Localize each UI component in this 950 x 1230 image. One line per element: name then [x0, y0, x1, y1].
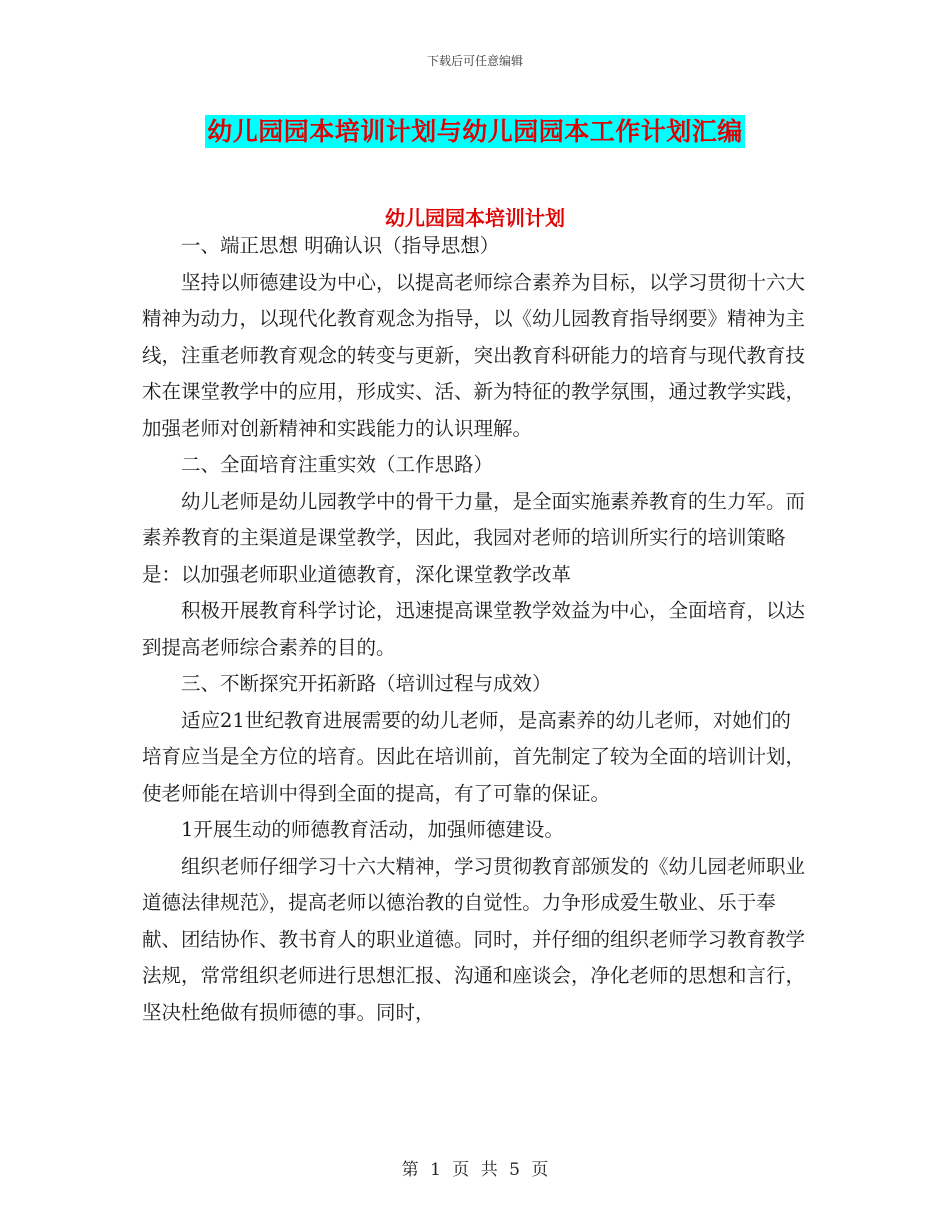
- page-footer: 第 1 页 共 5 页: [401, 1160, 549, 1180]
- main-title-text: 幼儿园园本培训计划与幼儿园园本工作计划汇编: [207, 117, 743, 146]
- section-title: 幼儿园园本培训计划: [385, 206, 565, 230]
- paragraph: 积极开展教育科学讨论，迅速提高课堂教学效益为中心，全面培育，以达到提高老师综合素养的目的。: [142, 599, 806, 659]
- heading-1: 一、端正思想 明确认识（指导思想）: [181, 234, 500, 257]
- paragraph: 组织老师仔细学习十六大精神，学习贯彻教育部颁发的《幼儿园老师职业道德法律规范》，提高老师以德治教的自觉性。力争形成爱生敬业、乐于奉献、团结协作、教书育人的职业道德。同时，并仔细的组织老师学习教育教学法规，常常组织老师进行思想汇报、沟通和座谈会，净化老师的思想和言行，坚决杜绝做有损师德的事。同时，: [142, 854, 806, 1024]
- paragraph: 适应21世纪教育进展需要的幼儿老师，是高素养的幼儿老师，对她们的培育应当是全方位的培育。因此在培训前，首先制定了较为全面的培训计划，使老师能在培训中得到全面的提高，有了可靠的保证。: [142, 708, 806, 805]
- paragraph: 幼儿老师是幼儿园教学中的骨干力量，是全面实施素养教育的生力军。而素养教育的主渠道是课堂教学，因此，我园对老师的培训所实行的培训策略是：以加强老师职业道德教育，深化课堂教学改革: [142, 489, 806, 586]
- paragraph: 坚持以师德建设为中心，以提高老师综合素养为目标，以学习贯彻十六大精神为动力，以现代化教育观念为指导，以《幼儿园教育指导纲要》精神为主线，注重老师教育观念的转变与更新，突出教育科研能力的培育与现代教育技术在课堂教学中的应用，形成实、活、新为特征的教学氛围，通过教学实践，加强老师对创新精神和实践能力的认识理解。: [142, 270, 806, 440]
- document-body: [142, 228, 810, 1031]
- header-note: 下载后可任意编辑: [426, 54, 523, 68]
- heading-2: 二、全面培育注重实效（工作思路）: [181, 453, 494, 476]
- main-title: [0, 112, 950, 148]
- list-item: 1开展生动的师德教育活动，加强师德建设。: [181, 818, 564, 841]
- heading-3: 三、不断探究开拓新路（培训过程与成效）: [181, 672, 552, 695]
